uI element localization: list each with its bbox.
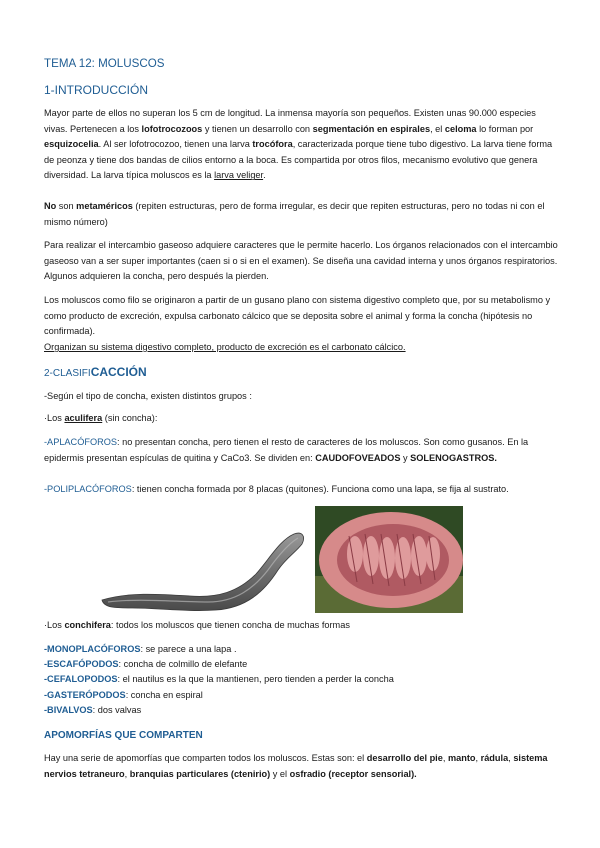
text-run: y [400, 452, 411, 463]
text-run: son [56, 201, 77, 211]
group-name: -GASTERÓPODOS [44, 689, 126, 700]
text-run: sistema nervios tetraneuro [44, 753, 548, 779]
text-run: Hay una serie de apomorfías que comparten todos los moluscos. Estas son: el [44, 753, 367, 763]
text-run: , caracterizada porque tiene tubo digestivo. La larva tiene forma de peonza y tiene dos bandas de cilios entorno a la boca. Es compartida por otros filos, mecanismo evolutivo que genera diversidad. La larva típica moluscos es la [44, 139, 553, 181]
paragraph-apomorfias [44, 751, 560, 782]
section-heading-introduccion: 1-INTRODUCCIÓN [44, 83, 148, 97]
paragraph-tipo-concha: -Según el tipo de concha, existen distintos grupos : [44, 391, 252, 401]
text-run: : tienen concha formada por 8 placas (quitones). Funciona como una lapa, se fija al sustrato. [131, 484, 509, 494]
text-run: conchifera [64, 620, 111, 630]
text-run: CAUDOFOVEADOS [315, 452, 401, 463]
text-run: trocófora [252, 139, 293, 150]
text-run: larva veliger [214, 170, 264, 181]
text-run: ·Los [44, 413, 65, 423]
list-item [44, 642, 560, 657]
text-run: rádula [480, 753, 509, 763]
text-run: , [442, 753, 448, 763]
text-run: osfradio (receptor sensorial). [289, 768, 417, 779]
text-run: -APLACÓFOROS [44, 437, 118, 447]
text-run: : todos los moluscos que tienen concha de muchas formas [110, 620, 350, 630]
text-run: metaméricos [76, 201, 133, 211]
paragraph-origen-summary: Organizan su sistema digestivo completo, producto de excreción es el carbonato cálcico. [44, 342, 406, 352]
text-run: : no presentan concha, pero tienen el resto de caracteres de los moluscos. Son como gusanos. En la epidermis presentan espículas de quitina y CaCo3. Se dividen en: [44, 437, 529, 463]
paragraph-aculifera [44, 411, 560, 427]
text-run: lofotrocozoos [141, 123, 203, 134]
text-run: . [263, 170, 266, 181]
text-run: , [124, 768, 130, 779]
text-run: branquias particulares (ctenirio) [129, 768, 271, 779]
text-run: aculifera [64, 413, 103, 423]
text-run: (sin concha): [102, 413, 158, 423]
text-run: desarrollo del pie [366, 753, 443, 763]
text-run: Mayor parte de ellos no superan los 5 cm de longitud. La inmensa mayoría son pequeños. Existen unas 90.000 especies vivas. Pertenecen a los [44, 108, 536, 134]
group-description: : dos valvas [92, 704, 142, 715]
text-run: esquizocelia [44, 139, 99, 150]
text-run: , [508, 753, 514, 763]
aplacophoran-worm-image [98, 522, 310, 614]
group-name: -MONOPLACÓFOROS [44, 644, 141, 654]
group-description: : se parece a una lapa . [140, 644, 237, 654]
group-name: -ESCAFÓPODOS [44, 659, 119, 670]
text-run: lo forman por [476, 123, 534, 134]
text-run: celoma [444, 123, 477, 134]
list-item [44, 703, 560, 718]
group-name: -CEFALOPODOS [44, 674, 118, 685]
paragraph-origen: Los moluscos como filo se originaron a partir de un gusano plano con sistema digestivo completo que, por su metabolismo y como producto de excreción, expulsa carbonato cálcico que se deposita sobre el animal y forma la concha (hipótesis no confirmada). [44, 295, 551, 337]
text-run: -POLIPLACÓFOROS [44, 484, 132, 494]
text-run: . Al ser lofotrocozoo, tienen una larva [98, 139, 253, 150]
text-run: , el [430, 123, 445, 134]
list-item [44, 657, 560, 672]
text-run: ·Los [44, 620, 65, 630]
text-run: No [44, 201, 57, 211]
paragraph-intercambio-gaseoso: Para realizar el intercambio gaseoso adquiere caracteres que le permite hacerlo. Los órganos relacionados con el intercambio gaseoso van a ser super importantes (caen si o si en el examen). Se diseña una cavidad interna y unos órganos respiratorios. Algunos adquieren la concha, pero después la pierden. [44, 240, 558, 282]
paragraph-metamericos [44, 199, 560, 230]
list-item [44, 688, 560, 703]
chiton-image [315, 506, 463, 613]
text-run: y tienen un desarrollo con [202, 123, 313, 134]
section-heading-apomorfias: APOMORFÍAS QUE COMPARTEN [44, 730, 203, 741]
paragraph-intro [44, 106, 560, 184]
paragraph-aplacoforos [44, 435, 560, 466]
text-run: (repiten estructuras, pero de forma irregular, es decir que repiten estructuras, pero no todas ni con el mismo número) [44, 201, 545, 227]
paragraph-poliplacoforos [44, 482, 560, 498]
conchifera-groups-list [44, 642, 560, 718]
heading-part-a: 2-CLASIFI [44, 368, 91, 379]
text-run: , [475, 753, 481, 763]
section-heading-clasificacion [44, 365, 147, 379]
group-description: : el nautilus es la que la mantienen, pero tienden a perder la concha [117, 674, 394, 685]
text-run: manto [447, 753, 476, 763]
document-title: TEMA 12: MOLUSCOS [44, 57, 165, 70]
heading-part-b: CACCIÓN [90, 365, 147, 379]
group-description: : concha de colmillo de elefante [118, 659, 248, 670]
paragraph-conchifera [44, 618, 560, 634]
text-run: y el [270, 768, 290, 779]
list-item [44, 672, 560, 687]
text-run: segmentación en espirales [312, 123, 431, 134]
group-name: -BIVALVOS [44, 704, 93, 715]
group-description: : concha en espiral [125, 689, 203, 700]
text-run: SOLENOGASTROS. [410, 452, 497, 463]
